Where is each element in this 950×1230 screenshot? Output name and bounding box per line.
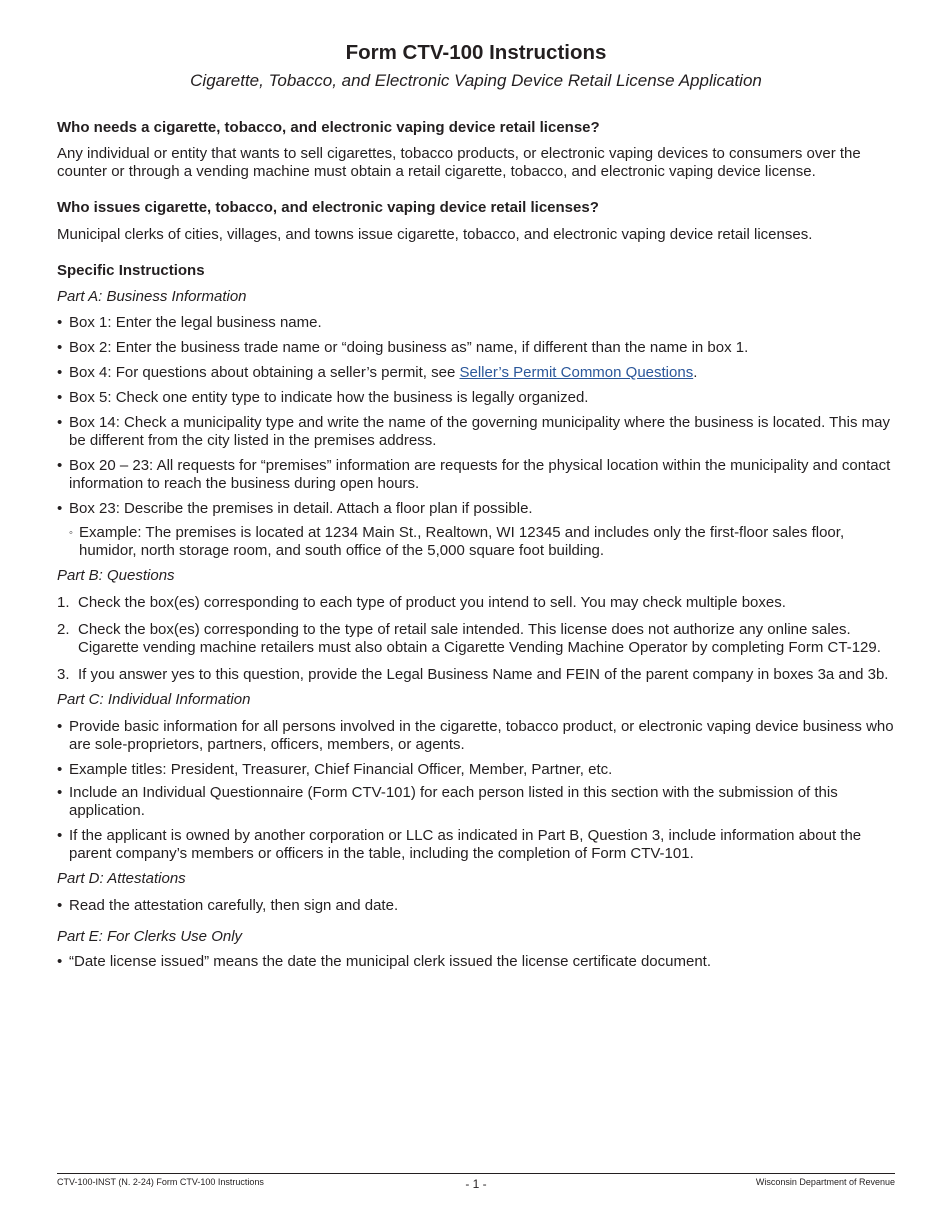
who-issues-heading: Who issues cigarette, tobacco, and electronic vaping device retail licenses? (57, 199, 599, 216)
list-item: • Example titles: President, Treasurer, Chief Financial Officer, Member, Partner, etc. (57, 761, 613, 778)
sub-list-item: ◦ Example: The premises is located at 1234 Main St., Realtown, WI 12345 and includes only the first-floor sales floor, humidor, north storage room, and south office of the 5,000 square foot building. (69, 524, 845, 559)
bullet-marker: • (57, 389, 63, 406)
page-title: Form CTV-100 Instructions (345, 41, 607, 64)
list-item: • Box 2: Enter the business trade name or “doing business as” name, if different than the name in box 1. (57, 339, 749, 356)
bullet-marker: • (57, 953, 63, 970)
part-c-list (57, 718, 895, 863)
part-d-heading: Part D: Attestations (57, 870, 186, 887)
list-item-box-4: • Box 4: For questions about obtaining a seller’s permit, see Seller’s Permit Common Questions. (57, 364, 698, 381)
who-issues-body: Municipal clerks of cities, villages, and towns issue cigarette, tobacco, and electronic vaping device retail licenses. (57, 226, 813, 243)
bullet-marker: • (57, 364, 63, 381)
who-needs-heading: Who needs a cigarette, tobacco, and electronic vaping device retail license? (57, 119, 600, 136)
list-item: • Include an Individual Questionnaire (Form CTV-101) for each person listed in this section with the submission of this application. (57, 784, 838, 819)
list-item: • Box 14: Check a municipality type and write the name of the governing municipality where the business is located. This may be different from the city listed in the premises address. (57, 414, 890, 449)
list-item: 1. Check the box(es) corresponding to each type of product you intend to sell. You may check multiple boxes. (57, 594, 786, 611)
page-subtitle: Cigarette, Tobacco, and Electronic Vaping Device Retail License Application (190, 71, 762, 90)
footer-form-id: CTV-100-INST (N. 2-24) Form CTV-100 Instructions (57, 1177, 264, 1187)
part-b-heading: Part B: Questions (57, 567, 175, 584)
bullet-marker: • (57, 414, 63, 431)
list-item: • Read the attestation carefully, then sign and date. (57, 897, 399, 914)
list-item: • Provide basic information for all persons involved in the cigarette, tobacco product, or electronic vaping device business who are sole-proprietors, partners, officers, members, or agents. (57, 718, 894, 753)
bullet-marker: • (57, 784, 63, 801)
part-e-list (57, 953, 895, 971)
list-item: • If the applicant is owned by another corporation or LLC as indicated in Part B, Question 3, include information about the parent company’s members or officers in the table, including the completion of Form CTV-101. (57, 827, 862, 862)
list-item: • Box 1: Enter the legal business name. (57, 314, 322, 331)
who-needs-body: Any individual or entity that wants to sell cigarettes, tobacco products, or electronic vaping devices to consumers over the counter or through a vending machine must obtain a retail cigarette, tobacco, and electronic vaping device license. (57, 145, 861, 180)
bullet-marker: • (57, 457, 63, 474)
bullet-marker: • (57, 339, 63, 356)
list-item: • “Date license issued” means the date the municipal clerk issued the license certificate document. (57, 953, 711, 970)
part-d-list (57, 897, 895, 915)
list-item: 3. If you answer yes to this question, provide the Legal Business Name and FEIN of the parent company in boxes 3a and 3b. (57, 666, 889, 683)
sub-bullet-marker: ◦ (69, 527, 73, 539)
bullet-marker: • (57, 314, 63, 331)
part-c-heading: Part C: Individual Information (57, 691, 251, 708)
bullet-marker: • (57, 718, 63, 735)
bullet-marker: • (57, 897, 63, 914)
part-a-list (57, 314, 895, 560)
bullet-marker: • (57, 827, 63, 844)
page-footer (57, 1173, 895, 1191)
part-a-heading: Part A: Business Information (57, 288, 247, 305)
sellers-permit-link[interactable]: Seller’s Permit Common Questions (459, 364, 694, 381)
part-e-heading: Part E: For Clerks Use Only (57, 928, 243, 945)
bullet-marker: • (57, 500, 63, 517)
list-item: • Box 20 – 23: All requests for “premises” information are requests for the physical location within the municipality and contact information to reach the business during open hours. (57, 457, 891, 492)
list-item: • Box 23: Describe the premises in detail. Attach a floor plan if possible. (57, 500, 533, 517)
bullet-marker: • (57, 761, 63, 778)
part-b-list (57, 594, 895, 684)
list-item: • Box 5: Check one entity type to indicate how the business is legally organized. (57, 389, 589, 406)
footer-department: Wisconsin Department of Revenue (755, 1177, 895, 1187)
list-item: 2. Check the box(es) corresponding to the type of retail sale intended. This license does not authorize any online sales. Cigarette vending machine retailers must also obtain a Cigarette Vending Machine Operator by completing Form CT-129. (57, 621, 881, 656)
page-number: - 1 - (465, 1177, 487, 1191)
document-page (57, 40, 895, 978)
specific-instructions-heading: Specific Instructions (57, 262, 205, 279)
